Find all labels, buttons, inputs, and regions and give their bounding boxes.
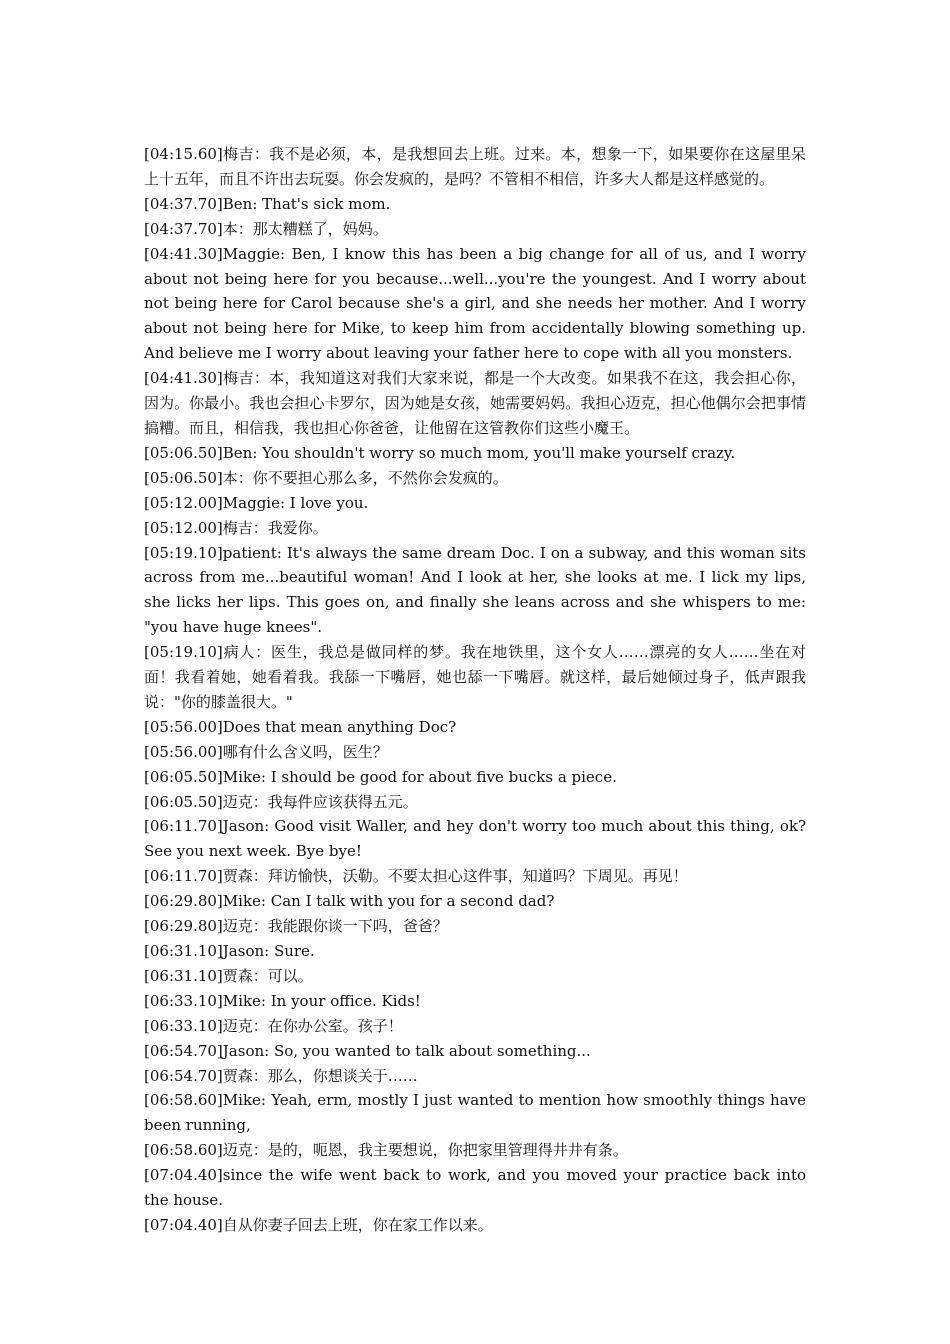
transcript-line: [06:11.70]Jason: Good visit Waller, and hey don't worry too much about this thing, ok? See you next week. Bye bye!: [144, 817, 806, 861]
transcript-line: [06:33.10]Mike: In your office. Kids!: [144, 991, 421, 1010]
transcript-line: [06:11.70]贾森：拜访愉快，沃勒。不要太担心这件事，知道吗？下周见。再见！: [144, 867, 688, 886]
transcript-line: [05:06.50]本：你不要担心那么多，不然你会发疯的。: [144, 468, 508, 487]
transcript-line: [04:15.60]梅吉：我不是必须，本，是我想回去上班。过来。本，想象一下，如果要你在这屋里呆上十五年，而且不许出去玩耍。你会发疯的，是吗？不管相不相信，许多大人都是这样感觉的。: [144, 145, 806, 188]
transcript-line: [06:54.70]贾森：那么，你想谈关于……: [144, 1066, 418, 1085]
transcript-line: [05:06.50]Ben: You shouldn't worry so much mom, you'll make yourself crazy.: [144, 443, 736, 462]
transcript-line: [07:04.40]since the wife went back to work, and you moved your practice back into the house.: [144, 1166, 806, 1210]
transcript-line: [06:05.50]迈克：我每件应该获得五元。: [144, 792, 418, 811]
transcript-line: [06:54.70]Jason: So, you wanted to talk about something...: [144, 1041, 591, 1060]
transcript-line: [06:31.10]贾森：可以。: [144, 966, 313, 985]
transcript-line: [04:41.30]梅吉：本，我知道这对我们大家来说，都是一个大改变。如果我不在这，我会担心你，因为。你最小。我也会担心卡罗尔，因为她是女孩，她需要妈妈。我担心迈克，担心他偶尔会把事情搞糟。而且，相信我，我也担心你爸爸，让他留在这管教你们这些小魔王。: [144, 369, 806, 437]
transcript-line: [06:58.60]Mike: Yeah, erm, mostly I just wanted to mention how smoothly things have been running,: [144, 1091, 806, 1135]
transcript-line: [05:19.10]病人：医生，我总是做同样的梦。我在地铁里，这个女人……漂亮的女人……坐在对面！我看着她，她看着我。我舔一下嘴唇，她也舔一下嘴唇。就这样，最后她倾过身子，低声跟我说："你的膝盖很大。": [144, 643, 806, 711]
transcript-line: [06:33.10]迈克：在你办公室。孩子！: [144, 1016, 403, 1035]
transcript-line: [04:41.30]Maggie: Ben, I know this has been a big change for all of us, and I worry about not being here for you because...well...you're the youngest. And I worry about not being here for Carol because she's a girl, and she needs her mother. And I worry about not being here for Mike, to keep him from accidentally blowing something up. And believe me I worry about leaving your father here to cope with all you monsters.: [144, 244, 806, 363]
transcript-line: [05:19.10]patient: It's always the same dream Doc. I on a subway, and this woman sits across from me...beautiful woman! And I look at her, she looks at me. I lick my lips, she licks her lips. This goes on, and finally she leans across and she whispers to me: "you have huge knees".: [144, 543, 806, 637]
transcript-line: [07:04.40]自从你妻子回去上班，你在家工作以来。: [144, 1215, 493, 1234]
transcript-line: [05:12.00]Maggie: I love you.: [144, 493, 369, 512]
transcript-line: [06:05.50]Mike: I should be good for about five bucks a piece.: [144, 767, 617, 786]
transcript-line: [06:58.60]迈克：是的，呃恩，我主要想说，你把家里管理得井井有条。: [144, 1141, 628, 1160]
transcript-line: [06:29.80]Mike: Can I talk with you for a second dad?: [144, 892, 555, 911]
transcript-line: [06:29.80]迈克：我能跟你谈一下吗，爸爸？: [144, 917, 448, 936]
transcript-line: [04:37.70]本：那太糟糕了，妈妈。: [144, 219, 388, 238]
transcript-line: [05:12.00]梅吉：我爱你。: [144, 518, 328, 537]
transcript-line: [05:56.00]哪有什么含义吗，医生？: [144, 742, 388, 761]
transcript-line: [04:37.70]Ben: That's sick mom.: [144, 194, 391, 213]
transcript-line: [05:56.00]Does that mean anything Doc?: [144, 717, 457, 736]
transcript-page: [144, 142, 806, 1238]
transcript-line: [06:31.10]Jason: Sure.: [144, 942, 315, 960]
